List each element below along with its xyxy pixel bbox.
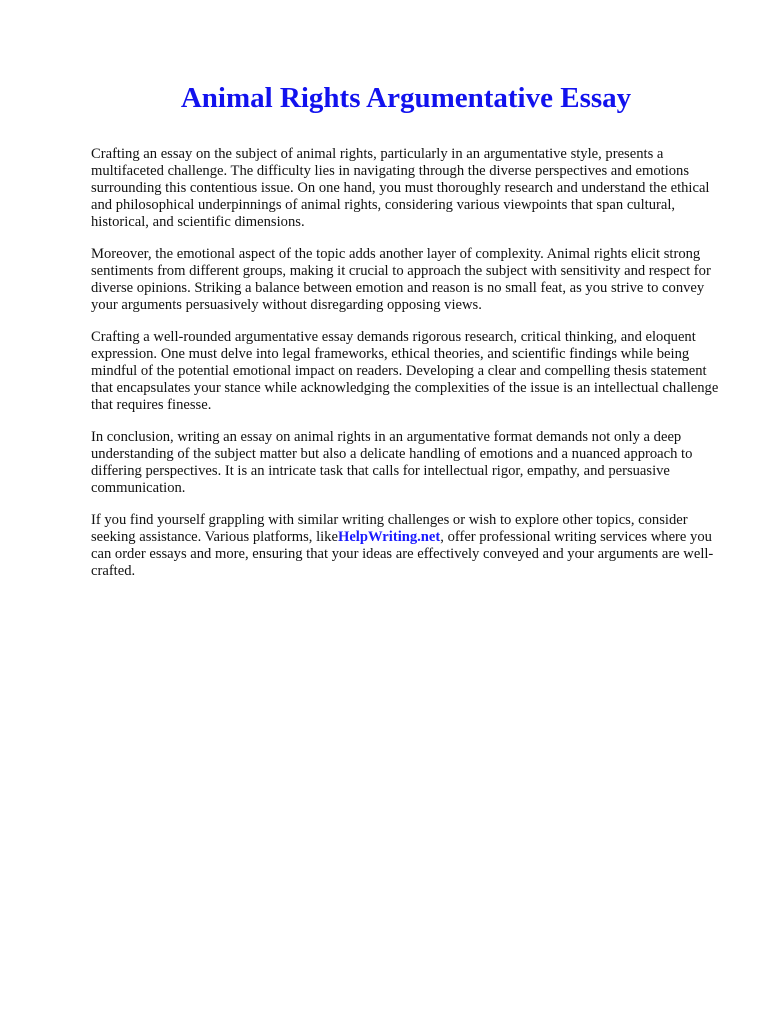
- paragraph-emotional-aspect: Moreover, the emotional aspect of the topic adds another layer of complexity. Animal rights elicit strong sentiments from different groups, making it crucial to approach the subject with sensitivity and respect for diverse opinions. Striking a balance between emotion and reason is no small feat, as you strive to convey your arguments persuasively without disregarding opposing views.: [91, 246, 711, 313]
- document-body: [91, 146, 731, 595]
- assistance-text-before: If you find yourself grappling with similar writing challenges or wish to explore other topics, consider seeking assistance. Various platforms, like: [91, 512, 688, 545]
- paragraph-assistance: [91, 512, 731, 580]
- document-title: Animal Rights Argumentative Essay: [180, 82, 632, 114]
- assistance-text-after: , offer professional writing services where you can order essays and more, ensuring that your ideas are effectively conveyed and your arguments are well-crafted.: [91, 529, 714, 579]
- paragraph-conclusion: In conclusion, writing an essay on animal rights in an argumentative format demands not only a deep understanding of the subject matter but also a delicate handling of emotions and a nuanced approach to differing perspectives. It is an intricate task that calls for intellectual rigor, empathy, and persuasive communication.: [91, 429, 693, 496]
- helpwriting-link[interactable]: HelpWriting.net: [337, 529, 441, 545]
- paragraph-research: Crafting a well-rounded argumentative essay demands rigorous research, critical thinking, and eloquent expression. One must delve into legal frameworks, ethical theories, and scientific findings while being mindful of the potential emotional impact on readers. Developing a clear and compelling thesis statement that encapsulates your stance while acknowledging the complexities of the issue is an intellectual challenge that requires finesse.: [91, 329, 719, 413]
- paragraph-intro: Crafting an essay on the subject of animal rights, particularly in an argumentative style, presents a multifaceted challenge. The difficulty lies in navigating through the diverse perspectives and emotions surrounding this contentious issue. On one hand, you must thoroughly research and understand the ethical and philosophical underpinnings of animal rights, considering various viewpoints that span cultural, historical, and scientific dimensions.: [91, 146, 710, 230]
